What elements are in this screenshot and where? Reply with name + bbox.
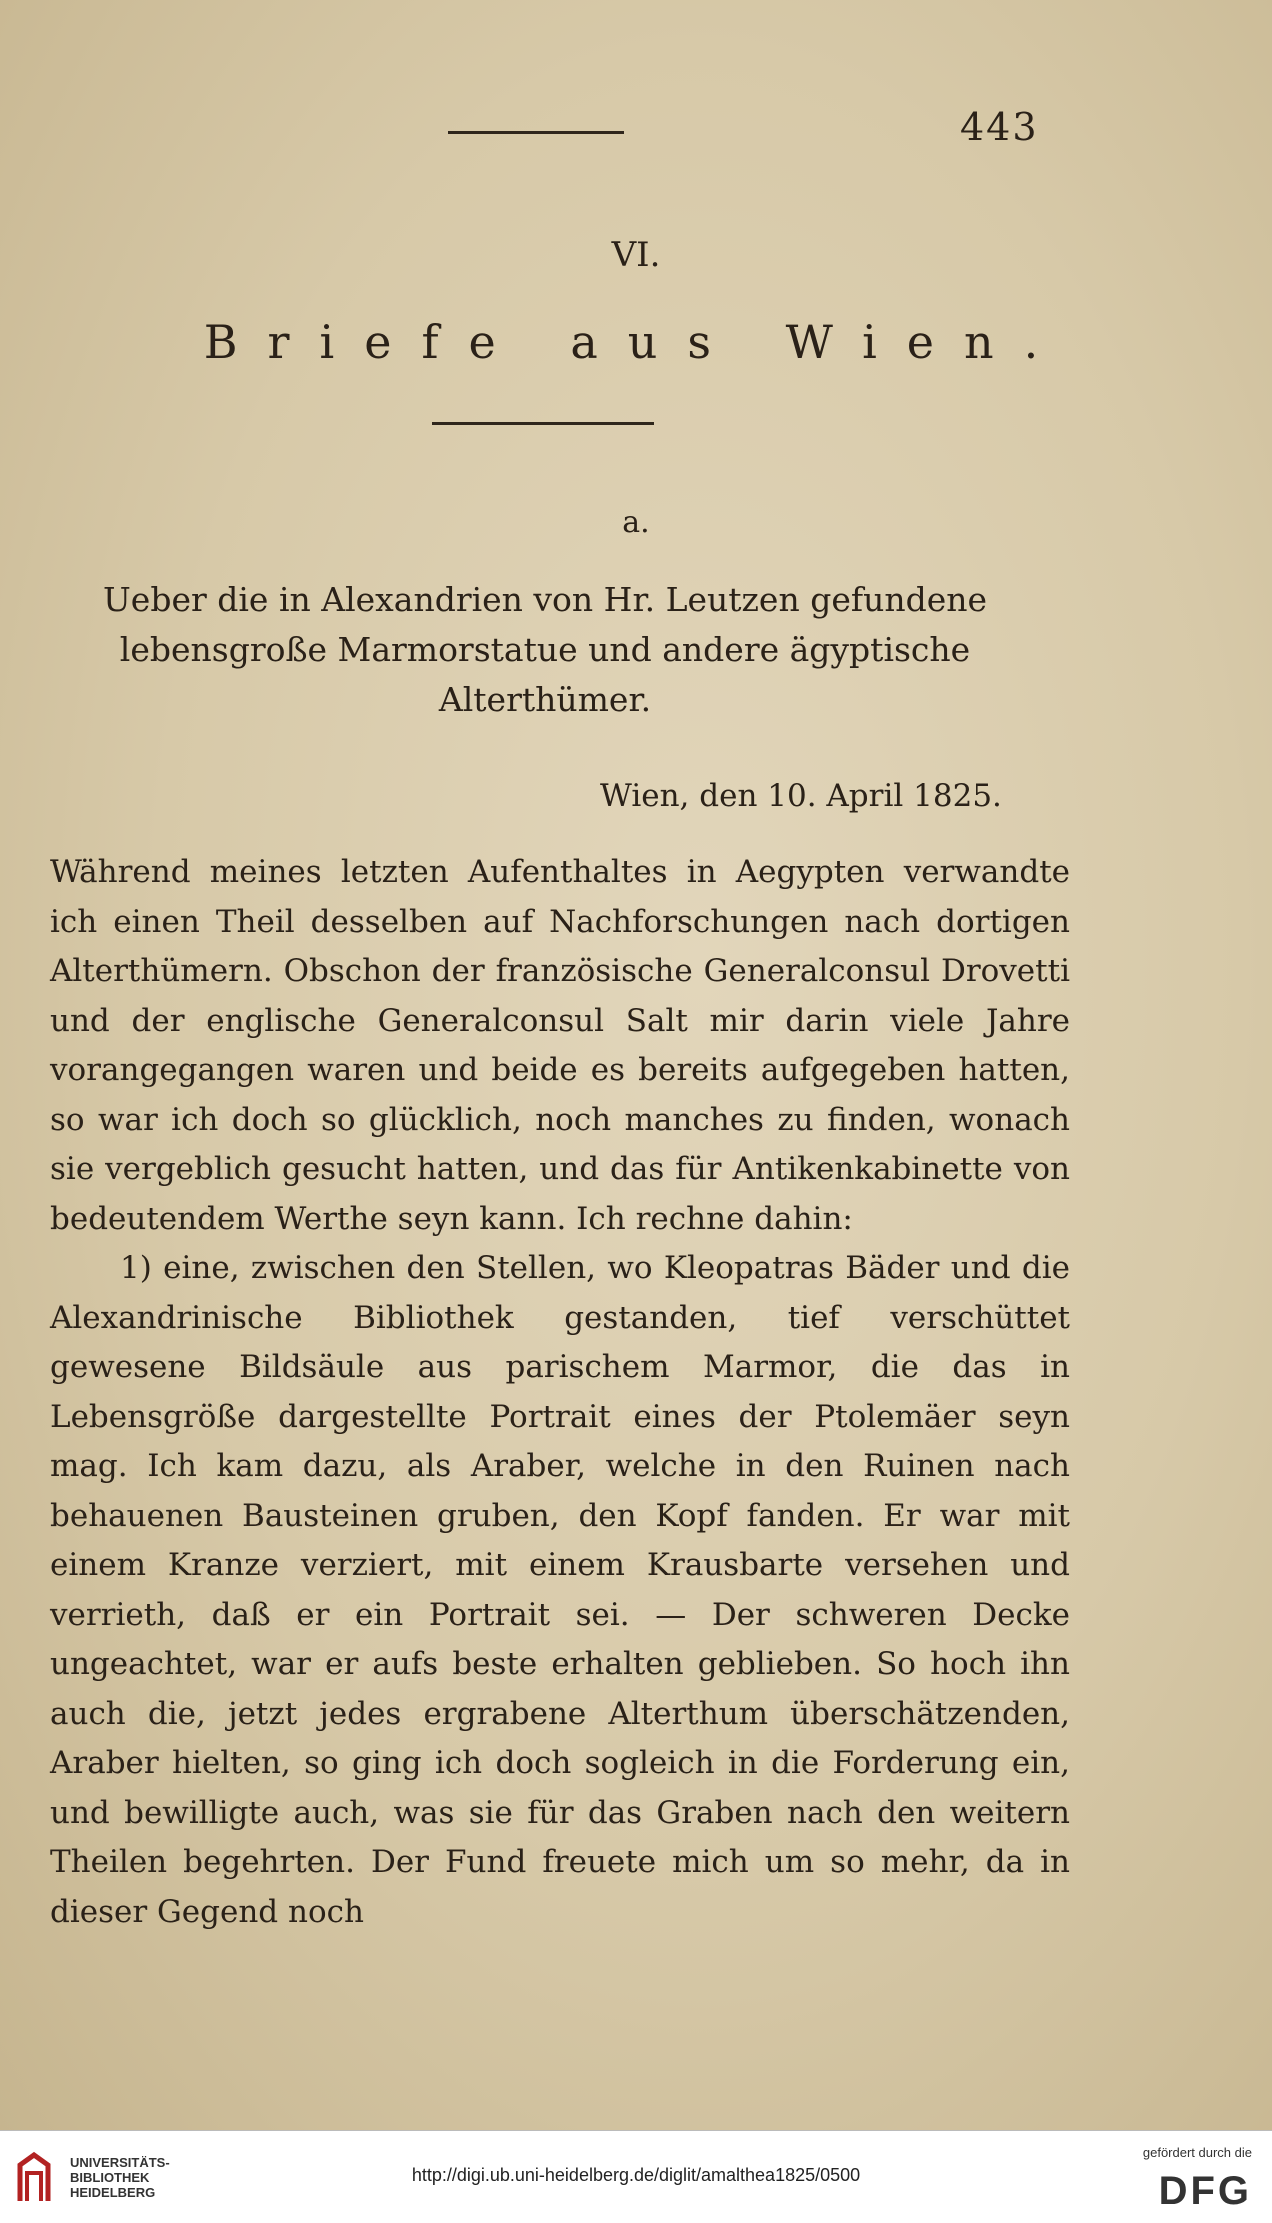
page-number: 443: [960, 105, 1039, 149]
top-rule: [448, 131, 624, 134]
library-name[interactable]: UNIVERSITÄTS- BIBLIOTHEK HEIDELBERG: [70, 2155, 170, 2200]
paragraph: 1) eine, zwischen den Stellen, wo Kleopatras Bäder und die Alexandrinische Bibliothek gestanden, tief verschüttet gewesene Bildsäule aus parischem Marmor, die das in Lebensgröße dargestellte Portrait eines der Ptolemäer seyn mag. Ich kam dazu, als Araber, welche in den Ruinen nach behauenen Bausteinen gruben, den Kopf fanden. Er war mit einem Kranze verziert, mit einem Krausbarte versehen und verrieth, daß er ein Portrait sei. — Der schweren Decke ungeachtet, war er aufs beste erhalten geblieben. So hoch ihn auch die, jetzt jedes ergrabene Alterthum überschätzenden, Araber hielten, so ging ich doch sogleich in die Forderung ein, und bewilligte auch, was sie für das Graben nach den weitern Theilen begehrten. Der Fund freuete mich um so mehr, da in dieser Gegend noch: [50, 1250, 1070, 1930]
page-title: Briefe aus Wien.: [203, 315, 1069, 369]
funded-by-label: gefördert durch die: [1142, 2145, 1252, 2160]
article-heading: Ueber die in Alexandrien von Hr. Leutzen gefundene lebensgroße Marmorstatue und andere ägyptische Alterthümer.: [102, 580, 988, 719]
title-rule: [432, 422, 654, 425]
permalink-url[interactable]: http://digi.ub.uni-heidelberg.de/diglit/amalthea1825/0500: [411, 2165, 861, 2185]
paragraph: Während meines letzten Aufenthaltes in Aegypten verwandte ich einen Theil desselben auf Nachforschungen nach dortigen Alterthümern. Obschon der französische Generalconsul Drovetti und der englische Generalconsul Salt mir darin viele Jahre vorangegangen waren und beide es bereits aufgegeben hatten, so war ich doch so glücklich, noch manches zu finden, wonach sie vergeblich gesucht hatten, und das für Antikenkabinette von bedeutendem Werthe seyn kann. Ich rechne dahin:: [50, 854, 1070, 1237]
viewer-footer: [0, 2130, 1272, 2223]
body-text: [50, 848, 1070, 1937]
section-number: VI.: [611, 235, 661, 275]
dateline: Wien, den 10. April 1825.: [600, 778, 1002, 814]
subsection-label: a.: [622, 505, 650, 540]
dfg-logo[interactable]: DFG: [1158, 2169, 1252, 2213]
